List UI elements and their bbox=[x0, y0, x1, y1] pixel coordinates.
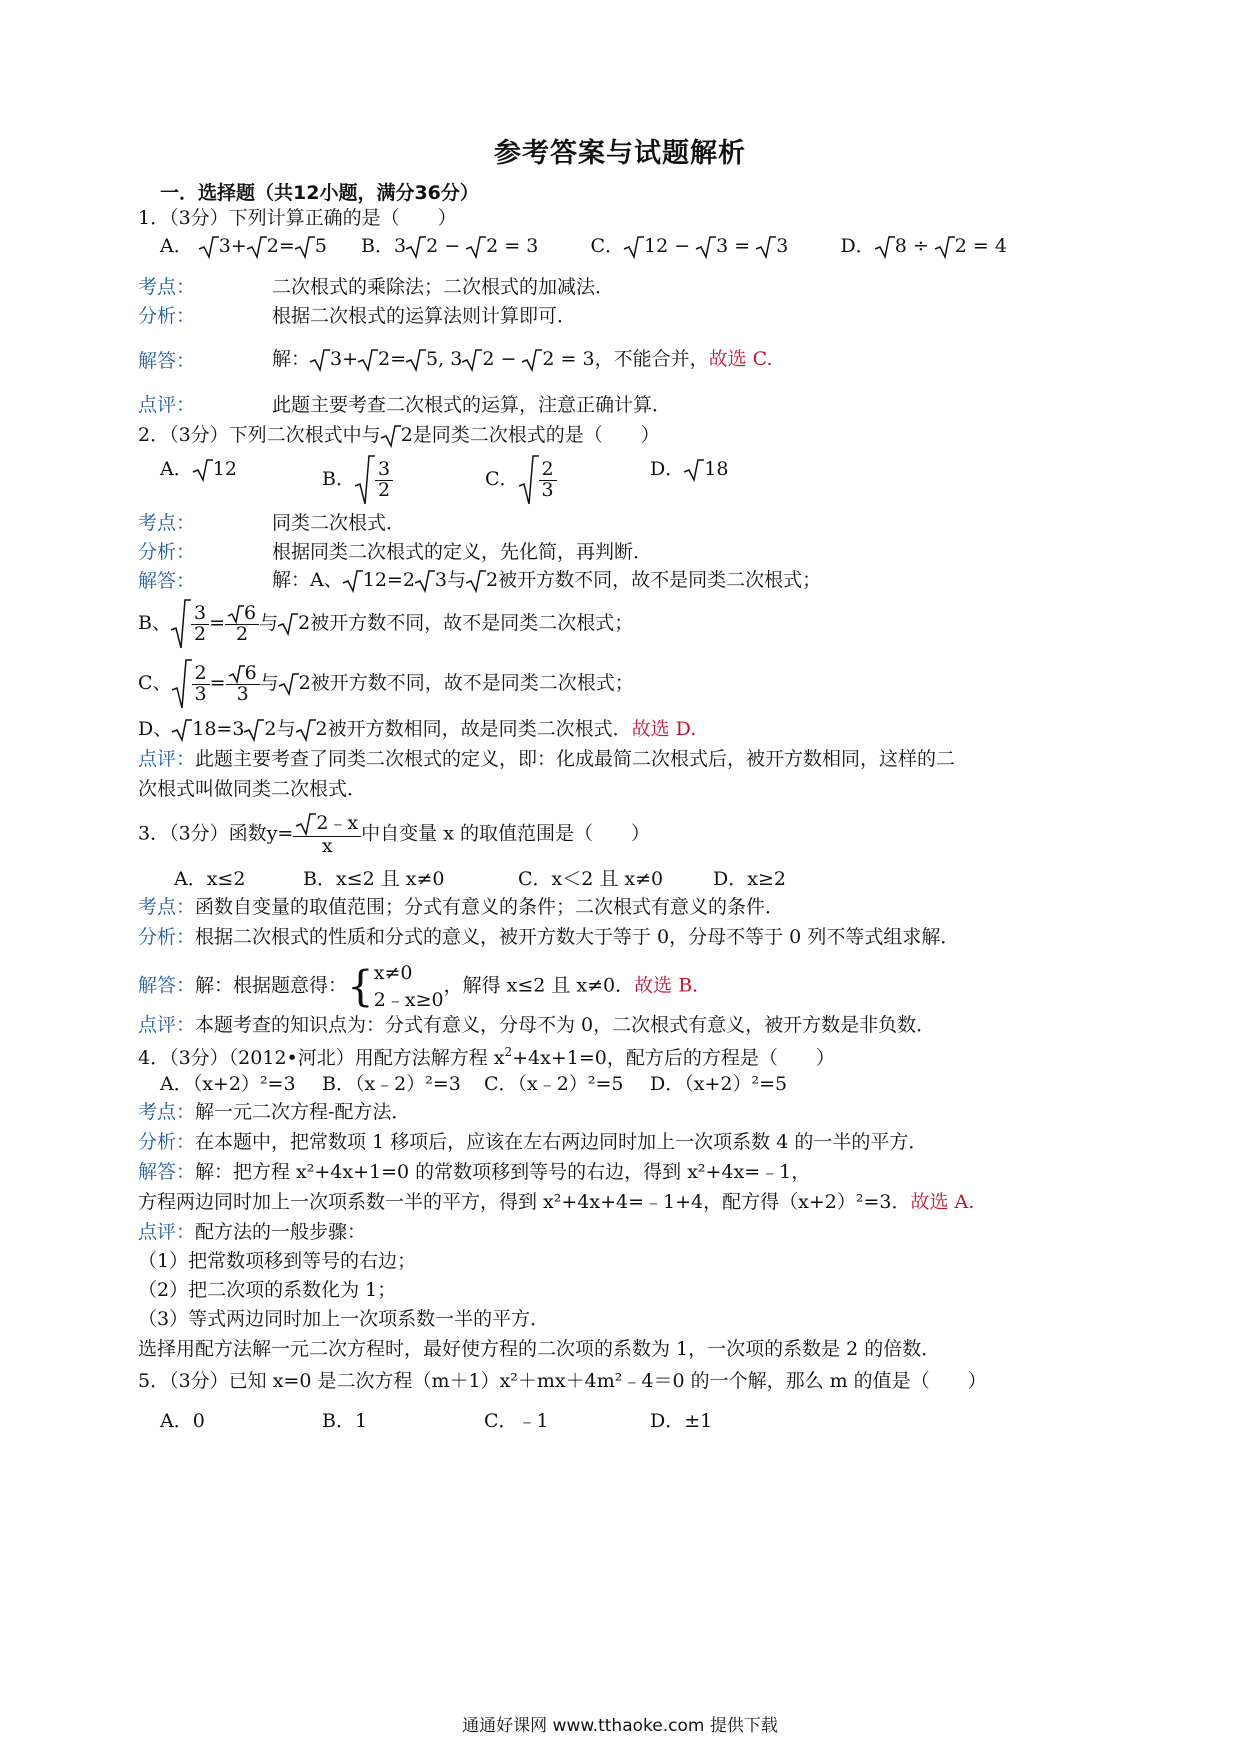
q4-option-c: C．（x﹣2）²=5 bbox=[484, 1073, 624, 1095]
q3-option-d: D．x≥2 bbox=[713, 868, 786, 890]
q3-jieda: 解答：解：根据题意得：{ x≠0 2﹣x≥0 ，解得 x≤2 且 x≠0．故选 B. bbox=[138, 961, 699, 1011]
q3-dianping: 点评：本题考查的知识点为：分式有意义，分母不为 0，二次根式有意义，被开方数是非负数． bbox=[138, 1014, 936, 1036]
q2-fenxi-label: 分析： bbox=[138, 541, 196, 563]
q1-dianping: 此题主要考查二次根式的运算，注意正确计算． bbox=[272, 394, 672, 416]
radical-icon bbox=[295, 235, 315, 259]
q2-stem: 2．（3分）下列二次根式中与 2是同类二次根式的是（ ） bbox=[138, 424, 660, 446]
q2-dianping-2: 次根式叫做同类二次根式． bbox=[138, 778, 367, 800]
q4-option-d: D．（x+2）²=5 bbox=[650, 1073, 788, 1095]
q1-jieda: 解： 3+ 2= 5, 3 2 − 2 = 3，不能合并，故选 C. bbox=[272, 348, 773, 370]
q1-option-a: A． 3+ 2= 5 bbox=[160, 235, 327, 257]
q1-kaodian-label: 考点： bbox=[138, 276, 196, 298]
q2-option-d: D． 18 bbox=[650, 458, 729, 480]
q2-answer: 故选 D. bbox=[631, 718, 697, 740]
q4-answer: 故选 A. bbox=[910, 1191, 975, 1213]
radical-icon bbox=[199, 235, 219, 259]
q4-option-b: B．（x﹣2）²=3 bbox=[322, 1073, 461, 1095]
q1-kaodian: 二次根式的乘除法；二次根式的加减法． bbox=[272, 276, 615, 298]
q4-option-a: A．（x+2）²=3 bbox=[160, 1073, 296, 1095]
q1-option-d: D． 8 ÷ 2 = 4 bbox=[840, 235, 1007, 257]
q4-step-2: （2）把二次项的系数化为 1； bbox=[138, 1279, 397, 1301]
page-title: 参考答案与试题解析 bbox=[494, 138, 746, 169]
q1-fenxi-label: 分析： bbox=[138, 305, 196, 327]
q1-option-b: B．3 2 − 2 = 3 bbox=[361, 235, 539, 257]
q5-option-c: C．﹣1 bbox=[484, 1410, 549, 1432]
q2-option-c: C． $\frac{2}{3}$ bbox=[485, 454, 557, 506]
q5-stem: 5．（3分）已知 x=0 是二次方程（m＋1）x²＋mx＋4m²﹣4＝0 的一个解，那么 m 的值是（ ） bbox=[138, 1370, 987, 1392]
q1-answer: 故选 C. bbox=[708, 348, 773, 370]
q4-step-1: （1）把常数项移到等号的右边； bbox=[138, 1250, 417, 1272]
q1-options bbox=[160, 235, 1007, 259]
q2-jieda-c: C、 $\frac{2}{3}$ = $\frac{6}{3}$ 与 2被开方数不同，故不是同类二次根式； bbox=[138, 658, 634, 710]
q2-jieda-d: D、 18=3 2与 2被开方数相同，故是同类二次根式．故选 D. bbox=[138, 718, 697, 740]
q3-answer: 故选 B. bbox=[634, 974, 699, 997]
q2-fenxi: 根据同类二次根式的定义，先化简，再判断． bbox=[272, 541, 653, 563]
q2-kaodian-label: 考点： bbox=[138, 512, 196, 534]
q3-option-c: C．x＜2 且 x≠0 bbox=[518, 868, 664, 890]
q3-option-a: A．x≤2 bbox=[174, 868, 246, 890]
q2-kaodian: 同类二次根式． bbox=[272, 512, 406, 534]
q1-option-c: C． 12 − 3 = 3 bbox=[590, 235, 789, 257]
section-heading: 一．选择题（共12小题，满分36分） bbox=[160, 182, 479, 204]
q2-dianping-1: 点评：此题主要考查了同类二次根式的定义，即：化成最简二次根式后，被开方数相同，这样的二 bbox=[138, 748, 956, 770]
q1-fenxi: 根据二次根式的运算法则计算即可． bbox=[272, 305, 577, 327]
q4-jieda-a: 解答：解：把方程 x²+4x+1=0 的常数项移到等号的右边，得到 x²+4x=﹣1， bbox=[138, 1161, 811, 1183]
q3-fenxi: 分析：根据二次根式的性质和分式的意义，被开方数大于等于 0，分母不等于 0 列不等式组求解． bbox=[138, 926, 960, 948]
q4-step-3: （3）等式两边同时加上一次项系数一半的平方． bbox=[138, 1308, 550, 1330]
q5-option-b: B．1 bbox=[322, 1410, 368, 1432]
q2-jieda-b: B、 $\frac{3}{2}$ = $\frac{6}{2}$ 与 2被开方数不同，故不是同类二次根式； bbox=[138, 598, 633, 650]
q3-option-b: B．x≤2 且 x≠0 bbox=[303, 868, 445, 890]
q4-kaodian: 考点：解一元二次方程-配方法． bbox=[138, 1101, 411, 1123]
page-footer: 通通好课网 www.tthaoke.com 提供下载 bbox=[462, 1716, 778, 1736]
q2-jieda-a: 解：A、 12=2 3与 2被开方数不同，故不是同类二次根式； bbox=[272, 569, 822, 591]
radical-icon bbox=[247, 235, 267, 259]
q2-option-a: A． 12 bbox=[160, 458, 237, 480]
q4-fenxi: 分析：在本题中，把常数项 1 移项后，应该在左右两边同时加上一次项系数 4 的一半的平方． bbox=[138, 1131, 928, 1153]
q4-stem: 4．（3分）（2012•河北）用配方法解方程 $x^2+4x+1=0$，配方后的方程是（ ） bbox=[138, 1045, 835, 1069]
q4-jieda-b: 方程两边同时加上一次项系数一半的平方，得到 x²+4x+4=﹣1+4，配方得（x+2）²=3．故选 A. bbox=[138, 1191, 975, 1213]
q1-stem: 1．（3分）下列计算正确的是（ ） bbox=[138, 207, 457, 229]
q3-stem: 3．（3分）函数y= $\frac{2﹣x}{x}$ 中自变量 x 的取值范围是（ ） bbox=[138, 812, 650, 857]
q5-option-a: A．0 bbox=[160, 1410, 205, 1432]
q1-jieda-label: 解答： bbox=[138, 350, 196, 372]
q2-options bbox=[160, 458, 237, 482]
q5-option-d: D．±1 bbox=[650, 1410, 713, 1432]
q1-dianping-label: 点评： bbox=[138, 394, 196, 416]
q3-kaodian: 考点：函数自变量的取值范围；分式有意义的条件；二次根式有意义的条件． bbox=[138, 896, 785, 918]
q4-note: 选择用配方法解一元二次方程时，最好使方程的二次项的系数为 1，一次项的系数是 2 的倍数． bbox=[138, 1338, 941, 1360]
q2-jieda-label: 解答： bbox=[138, 570, 196, 592]
q2-option-b: B． $\frac{3}{2}$ bbox=[322, 454, 393, 506]
q4-dianping: 点评：配方法的一般步骤： bbox=[138, 1221, 367, 1243]
